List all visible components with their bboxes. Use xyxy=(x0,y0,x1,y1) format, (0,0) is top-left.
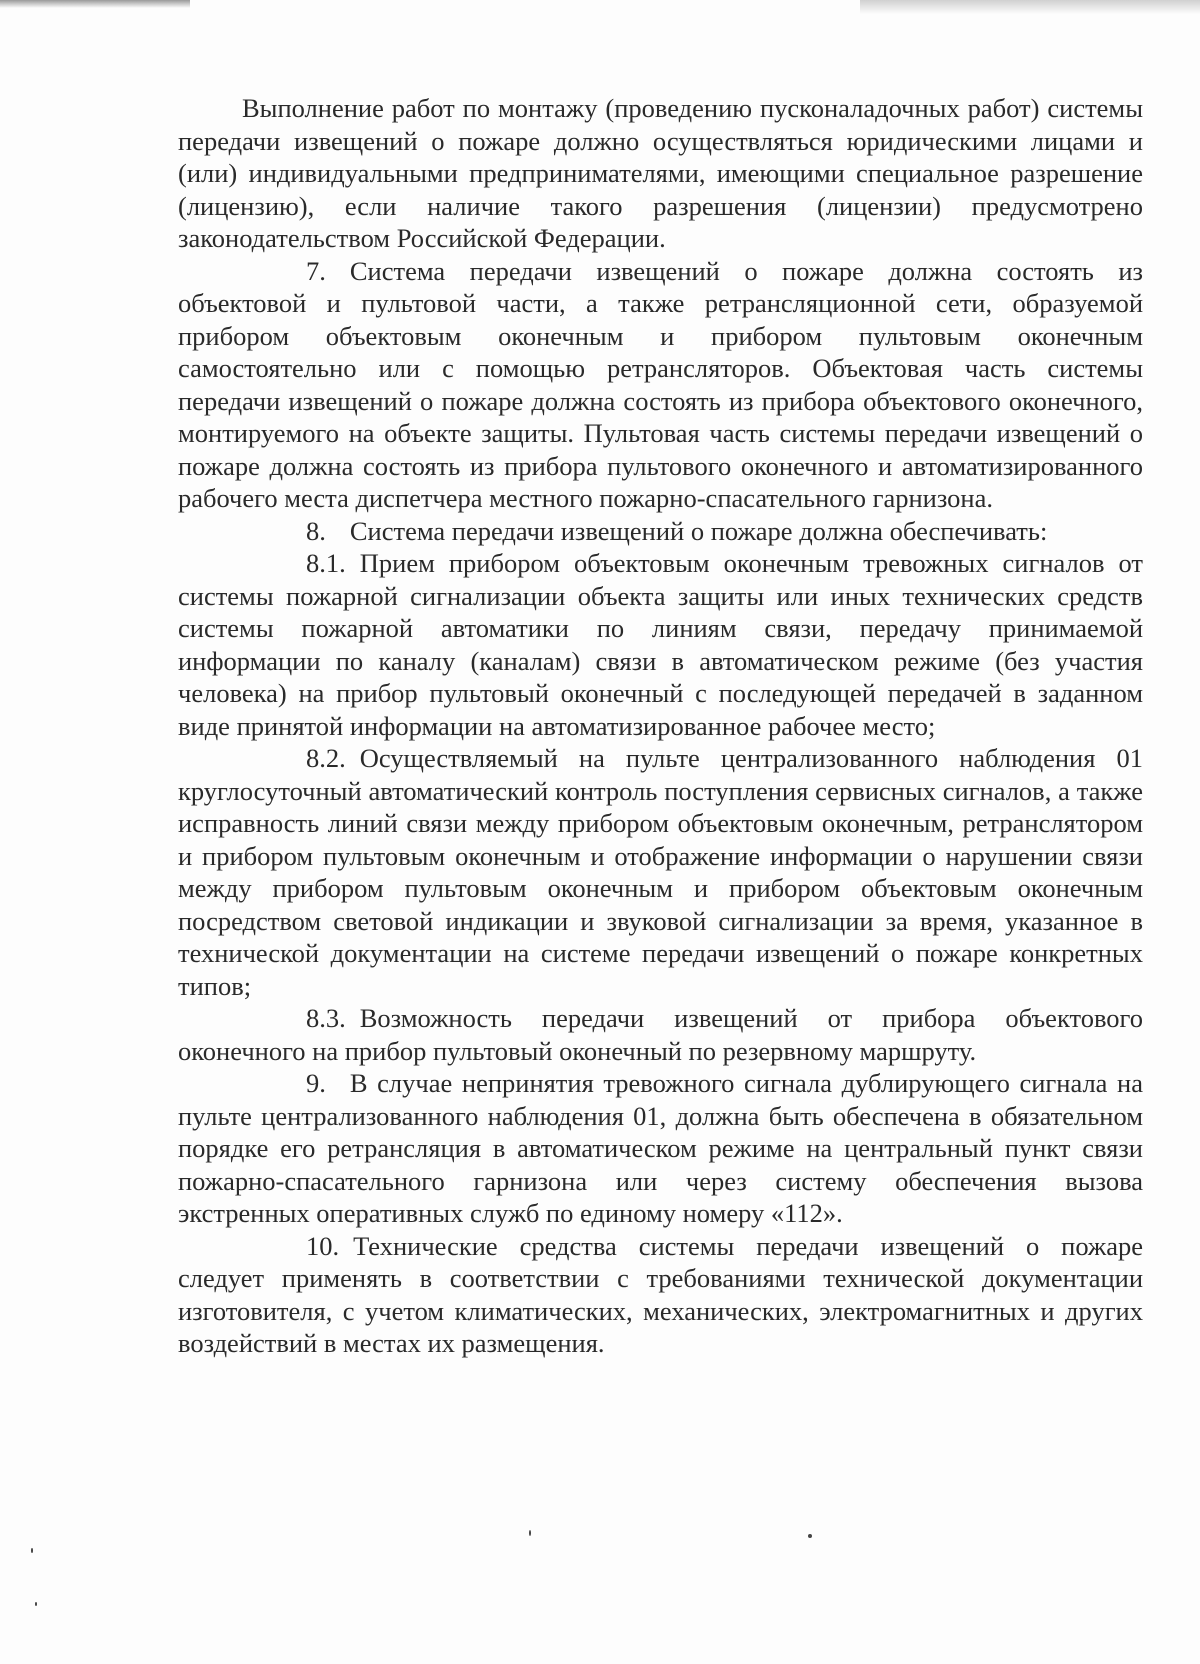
item-number: 7. xyxy=(306,255,326,286)
item-number: 8.1. xyxy=(306,548,346,578)
document-body xyxy=(178,92,1143,1360)
scan-speck xyxy=(35,1602,37,1606)
item-text: Система передачи извещений о пожаре должна состоять из объектовой и пультовой части, а также ретрансляционной сети, образуемой прибором объектовым оконечным и прибором пультовым оконечным самостоятельно или с помощью ретрансляторов. Объектовая часть системы передачи извещений о пожаре должна состоять из прибора объектового оконечного, монтируемого на объекте защиты. Пультовая часть системы передачи извещений о пожаре должна состоять из прибора пультового оконечного и автоматизированного рабочего места диспетчера местного пожарно-спасательного гарнизона. xyxy=(178,255,1143,513)
scan-speck xyxy=(808,1534,812,1538)
item-text: Технические средства системы передачи извещений о пожаре следует применять в соответствии с требованиями технической документации изготовителя, с учетом климатических, механических, электромагнитных и других воздействий в местах их размещения. xyxy=(178,1230,1143,1358)
item-text: Осуществляемый на пульте централизованного наблюдения 01 круглосуточный автоматический контроль поступления сервисных сигналов, а также исправность линий связи между прибором объектовым оконечным, ретранслятором и прибором пультовым оконечным и отображение информации о нарушении связи между прибором пультовым оконечным и прибором объектовым оконечным посредством световой индикации и звуковой сигнализации за время, указанное в технической документации на системе передачи извещений о пожаре конкретных типов; xyxy=(178,743,1143,1001)
paragraph-item-9 xyxy=(178,1067,1143,1230)
item-number: 10. xyxy=(306,1230,340,1261)
paragraph-item-8 xyxy=(178,515,1143,548)
scan-edge-shadow xyxy=(0,0,190,8)
paragraph-item-8-1 xyxy=(178,547,1143,742)
item-number: 8. xyxy=(306,515,326,546)
item-text: Прием прибором объектовым оконечным тревожных сигналов от системы пожарной сигнализации объекта защиты или иных технических средств системы пожарной автоматики по линиям связи, передачу принимаемой информации по каналу (каналам) связи в автоматическом режиме (без участия человека) на прибор пультовый оконечный с последующей передачей в заданном виде принятой информации на автоматизированное рабочее место; xyxy=(178,548,1143,741)
item-number: 8.2. xyxy=(306,743,346,773)
scan-speck xyxy=(529,1530,531,1536)
paragraph-item-7 xyxy=(178,255,1143,515)
scan-edge-shadow xyxy=(860,0,1200,14)
item-number: 8.3. xyxy=(306,1003,346,1033)
item-text: Система передачи извещений о пожаре должна обеспечивать: xyxy=(349,515,1048,546)
item-text: В случае непринятия тревожного сигнала дублирующего сигнала на пульте централизованного наблюдения 01, должна быть обеспечена в обязательном порядке его ретрансляция в автоматическом режиме на центральный пункт связи пожарно-спасательного гарнизона или через систему обеспечения вызова экстренных оперативных служб по единому номеру «112». xyxy=(178,1068,1143,1228)
scan-speck xyxy=(31,1548,33,1553)
paragraph-item-8-3 xyxy=(178,1002,1143,1067)
item-text: Возможность передачи извещений от прибора объектового оконечного на прибор пультовый оконечный по резервному маршруту. xyxy=(178,1003,1143,1066)
paragraph-item-10 xyxy=(178,1230,1143,1360)
paragraph-item-8-2 xyxy=(178,742,1143,1002)
paragraph-text: Выполнение работ по монтажу (проведению пусконаладочных работ) системы передачи извещений о пожаре должно осуществляться юридическими лицами и (или) индивидуальными предпринимателями, имеющими специальное разрешение (лицензию), если наличие такого разрешения (лицензии) предусмотрено законодательством Российской Федерации. xyxy=(178,93,1143,253)
paragraph-intro xyxy=(178,92,1143,255)
item-number: 9. xyxy=(306,1068,326,1098)
